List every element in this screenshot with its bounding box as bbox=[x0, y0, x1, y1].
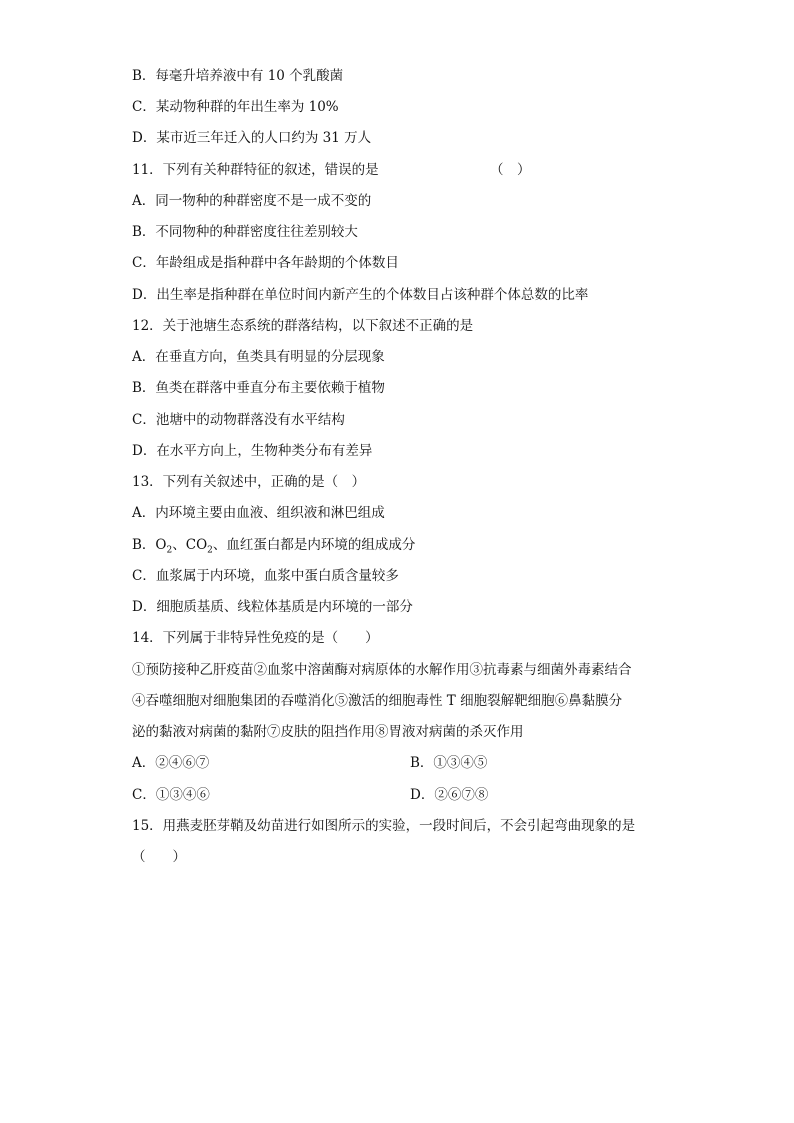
question-12-option-b: B．鱼类在群落中垂直分布主要依赖于植物 bbox=[132, 380, 385, 396]
question-15-blank: （ ） bbox=[132, 849, 186, 865]
question-13-option-d: D．细胞质基质、线粒体基质是内环境的一部分 bbox=[132, 599, 413, 615]
question-11-option-c: C．年龄组成是指种群中各年龄期的个体数目 bbox=[132, 255, 399, 271]
question-13-option-b bbox=[132, 535, 415, 561]
question-12-option-d: D．在水平方向上，生物种类分布有差异 bbox=[132, 443, 373, 459]
question-11-stem: 11．下列有关种群特征的叙述，错误的是 bbox=[132, 162, 379, 178]
option-b-mid: 、CO bbox=[172, 537, 208, 553]
prev-option-b: B．每毫升培养液中有 10 个乳酸菌 bbox=[132, 68, 344, 84]
question-11-option-b: B．不同物种的种群密度往往差别较大 bbox=[132, 224, 358, 240]
subscript-2: 2 bbox=[166, 545, 173, 556]
question-14-option-b: B．①③④⑤ bbox=[410, 755, 488, 771]
question-14-option-d: D．②⑥⑦⑧ bbox=[410, 787, 489, 803]
question-14-items-line-1: ①预防接种乙肝疫苗②血浆中溶菌酶对病原体的水解作用③抗毒素与细菌外毒素结合 bbox=[132, 662, 632, 678]
question-13-option-a: A．内环境主要由血液、组织液和淋巴组成 bbox=[132, 505, 385, 521]
question-15-stem: 15．用燕麦胚芽鞘及幼苗进行如图所示的实验，一段时间后，不会引起弯曲现象的是 bbox=[132, 818, 636, 834]
question-13-option-c: C．血浆属于内环境，血浆中蛋白质含量较多 bbox=[132, 568, 399, 584]
option-b-rest: 、血红蛋白都是内环境的组成成分 bbox=[212, 537, 416, 553]
prev-option-d: D．某市近三年迁入的人口约为 31 万人 bbox=[132, 130, 372, 146]
question-11-blank: （ ） bbox=[490, 162, 531, 178]
question-14-stem: 14．下列属于非特异性免疫的是（ ） bbox=[132, 630, 379, 646]
question-11-option-a: A．同一物种的种群密度不是一成不变的 bbox=[132, 193, 372, 209]
option-b-prefix: B．O bbox=[132, 537, 167, 553]
question-12-option-c: C．池塘中的动物群落没有水平结构 bbox=[132, 412, 345, 428]
question-14-option-c: C．①③④⑥ bbox=[132, 787, 210, 803]
question-14-items-line-2: ④吞噬细胞对细胞集团的吞噬消化⑤激活的细胞毒性 T 细胞裂解靶细胞⑥鼻黏膜分 bbox=[132, 693, 623, 709]
prev-option-c: C．某动物种群的年出生率为 10% bbox=[132, 99, 339, 115]
question-13-stem: 13．下列有关叙述中，正确的是（ ） bbox=[132, 474, 366, 490]
question-12-option-a: A．在垂直方向，鱼类具有明显的分层现象 bbox=[132, 349, 385, 365]
question-14-option-a: A．②④⑥⑦ bbox=[132, 755, 210, 771]
question-14-items-line-3: 泌的黏液对病菌的黏附⑦皮肤的阻挡作用⑧胃液对病菌的杀灭作用 bbox=[132, 724, 524, 740]
question-12-stem: 12．关于池塘生态系统的群落结构，以下叙述不正确的是 bbox=[132, 318, 474, 334]
subscript-2: 2 bbox=[207, 545, 213, 556]
question-11-option-d: D．出生率是指种群在单位时间内新产生的个体数目占该种群个体总数的比率 bbox=[132, 287, 589, 303]
